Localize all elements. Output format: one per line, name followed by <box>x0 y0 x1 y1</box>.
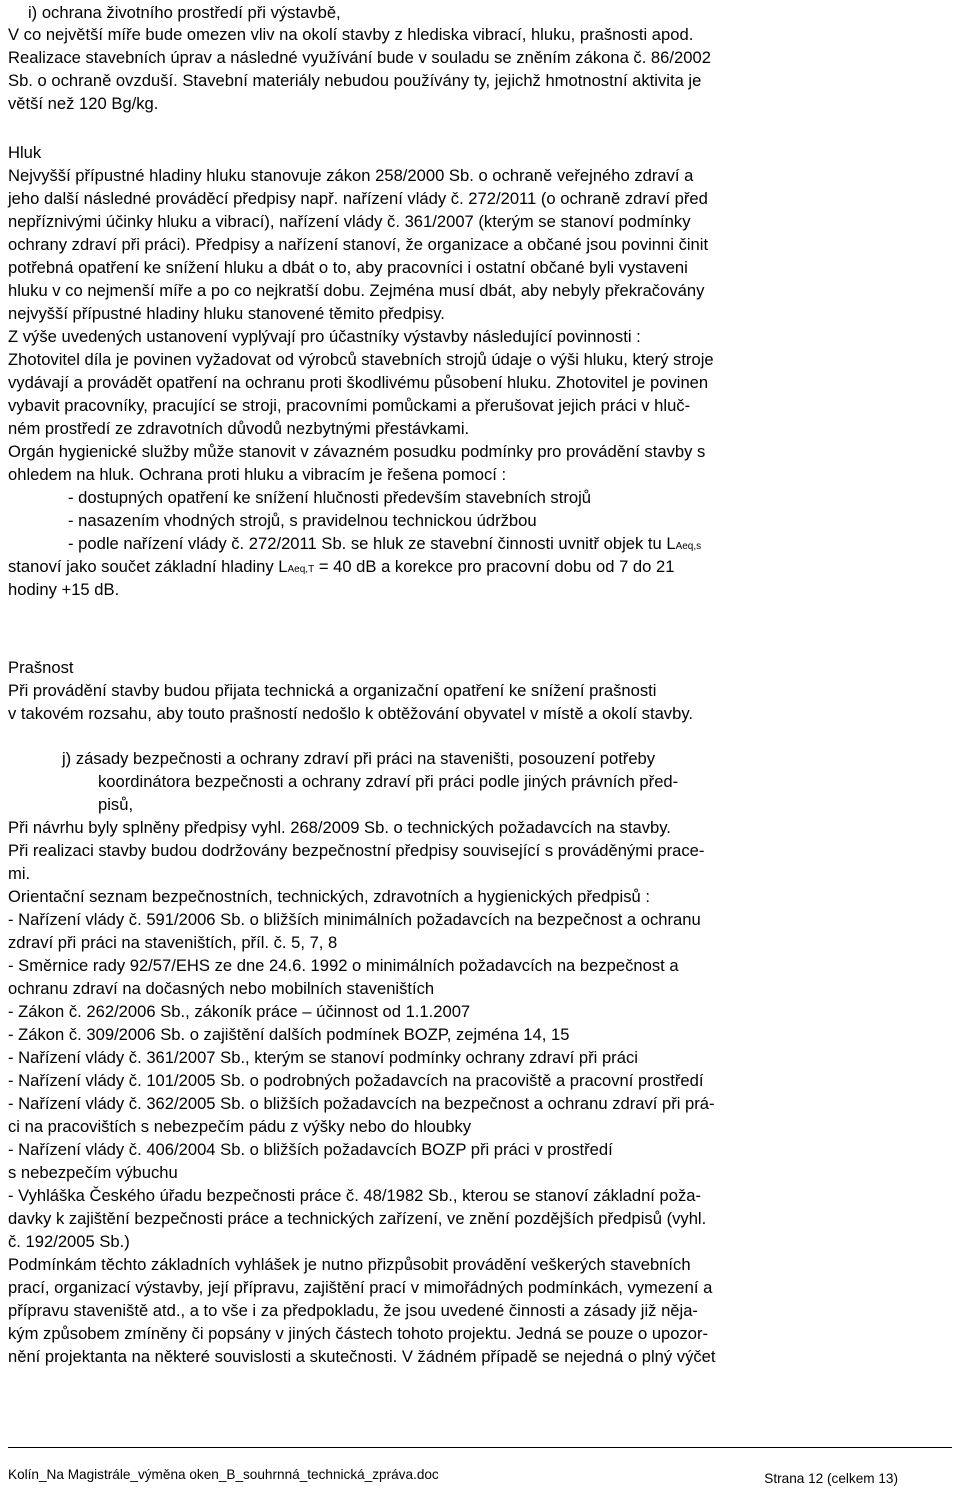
footer-divider <box>8 1447 952 1448</box>
paragraph-line: Orgán hygienické služby může stanovit v závazném posudku podmínky pro provádění stavby s <box>8 442 706 461</box>
paragraph-line: potřebná opatření ke snížení hluku a dbát o to, aby pracovníci i ostatní občané byli vystaveni <box>8 258 688 277</box>
section-heading-safety: j) zásady bezpečnosti a ochrany zdraví při práci na staveništi, posouzení potřeby <box>62 749 656 768</box>
paragraph-line: nepříznivými účinky hluku a vibrací), nařízení vlády č. 361/2007 (kterým se stanoví podmínky <box>8 212 691 231</box>
subheading-dust: Prašnost <box>8 658 74 677</box>
text-segment: stanoví jako součet základní hladiny L <box>8 557 288 576</box>
list-item: - Vyhláška Českého úřadu bezpečnosti práce č. 48/1982 Sb., kterou se stanoví základní poža- <box>8 1186 702 1205</box>
list-item: davky k zajištění bezpečnosti práce a technických zařízení, ve znění pozdějších předpisů (vyhl. <box>8 1209 707 1228</box>
list-item: ci na pracovištích s nebezpečím pádu z výšky nebo do hloubky <box>8 1117 472 1136</box>
list-item: - Nařízení vlády č. 101/2005 Sb. o podrobných požadavcích na pracoviště a pracovní prostředí <box>8 1071 704 1090</box>
list-item: - Směrnice rady 92/57/EHS ze dne 24.6. 1992 o minimálních požadavcích na bezpečnost a <box>8 956 679 975</box>
footer-page-number: Strana 12 (celkem 13) <box>764 1471 898 1486</box>
list-item: ochranu zdraví na dočasných nebo mobilních staveništích <box>8 979 435 998</box>
paragraph-line: mi. <box>8 864 31 883</box>
list-item: - Nařízení vlády č. 362/2005 Sb. o bližších požadavcích na bezpečnost a ochranu zdraví při prá- <box>8 1094 715 1113</box>
subscript: Aeq,T <box>287 564 315 575</box>
paragraph-line: hodiny +15 dB. <box>8 580 120 599</box>
paragraph-line: přípravu staveniště atd., a to vše i za předpokladu, že jsou uvedené činnosti a zásady již něja- <box>8 1301 698 1320</box>
paragraph-line: nejvyšší přípustné hladiny hluku stanovené těmito předpisy. <box>8 304 445 323</box>
list-item <box>68 533 701 558</box>
paragraph-line: vybavit pracovníky, pracující se stroji, pracovními pomůckami a přerušovat jejich práci v hluč- <box>8 396 691 415</box>
paragraph-line: jeho další následné prováděcí předpisy např. nařízení vlády č. 272/2011 (o ochraně zdraví před <box>8 189 708 208</box>
paragraph-line: hluku v co nejmenší míře a po co nejkratší dobu. Zejména musí dbát, aby nebyly překračovány <box>8 281 705 300</box>
paragraph-line: ném prostředí ze zdravotních důvodů nezbytnými přestávkami. <box>8 419 470 438</box>
footer-filename: Kolín_Na Magistrále_výměna oken_B_souhrnná_technická_zpráva.doc <box>8 1467 439 1482</box>
section-heading-safety: koordinátora bezpečnosti a ochrany zdraví při práci podle jiných právních před- <box>98 772 679 791</box>
list-item: - Zákon č. 262/2006 Sb., zákoník práce – účinnost od 1.1.2007 <box>8 1002 471 1021</box>
paragraph-line <box>8 556 674 581</box>
list-item: - Nařízení vlády č. 591/2006 Sb. o bližších minimálních požadavcích na bezpečnost a ochranu <box>8 910 701 929</box>
list-item: s nebezpečím výbuchu <box>8 1163 178 1182</box>
paragraph-line: vydávají a provádět opatření na ochranu proti škodlivému působení hluku. Zhotovitel je povinen <box>8 373 709 392</box>
list-item: - nasazením vhodných strojů, s pravidelnou technickou údržbou <box>68 511 537 530</box>
paragraph-line: větší než 120 Bg/kg. <box>8 94 159 113</box>
paragraph-line: Při realizaci stavby budou dodržovány bezpečnostní předpisy související s prováděnými prace- <box>8 841 705 860</box>
paragraph-line: Podmínkám těchto základních vyhlášek je nutno přizpůsobit provádění veškerých stavebních <box>8 1255 691 1274</box>
list-item: - dostupných opatření ke snížení hlučnosti především stavebních strojů <box>68 488 591 507</box>
section-heading-safety: pisů, <box>98 795 134 814</box>
paragraph-line: Sb. o ochraně ovzduší. Stavební materiály nebudou používány ty, jejichž hmotnostní aktivita je <box>8 71 702 90</box>
paragraph-line: V co největší míře bude omezen vliv na okolí stavby z hlediska vibrací, hluku, prašnosti apod. <box>8 25 694 44</box>
section-heading-environment: i) ochrana životního prostředí při výstavbě, <box>28 3 341 22</box>
list-item: - Zákon č. 309/2006 Sb. o zajištění dalších podmínek BOZP, zejména 14, 15 <box>8 1025 570 1044</box>
paragraph-line: prací, organizací výstavby, její přípravu, zajištění prací v mimořádných podmínkách, vymezení a <box>8 1278 713 1297</box>
list-item: - Nařízení vlády č. 361/2007 Sb., kterým se stanoví podmínky ochrany zdraví při práci <box>8 1048 638 1067</box>
subheading-noise: Hluk <box>8 143 42 162</box>
subscript: Aeq,s <box>675 541 702 552</box>
paragraph-line: kým způsobem zmíněny či popsány v jiných částech tohoto projektu. Jedná se pouze o upozor- <box>8 1324 709 1343</box>
paragraph-line: Při provádění stavby budou přijata technická a organizační opatření ke snížení prašnosti <box>8 681 657 700</box>
paragraph-line: v takovém rozsahu, aby touto prašností nedošlo k obtěžování obyvatel v místě a okolí stavby. <box>8 704 694 723</box>
text-segment: = 40 dB a korekce pro pracovní dobu od 7 do 21 <box>314 557 675 576</box>
paragraph-line: Zhotovitel díla je povinen vyžadovat od výrobců stavebních strojů údaje o výši hluku, který stroje <box>8 350 714 369</box>
paragraph-line: Realizace stavebních úprav a následné využívání bude v souladu se zněním zákona č. 86/2002 <box>8 48 711 67</box>
paragraph-line: Orientační seznam bezpečnostních, technických, zdravotních a hygienických předpisů : <box>8 887 650 906</box>
paragraph-line: Nejvyšší přípustné hladiny hluku stanovuje zákon 258/2000 Sb. o ochraně veřejného zdraví a <box>8 166 694 185</box>
list-item: č. 192/2005 Sb.) <box>8 1232 130 1251</box>
paragraph-line: Při návrhu byly splněny předpisy vyhl. 268/2009 Sb. o technických požadavcích na stavby. <box>8 818 671 837</box>
list-item-text: - podle nařízení vlády č. 272/2011 Sb. se hluk ze stavební činnosti uvnitř objek tu L <box>68 534 676 553</box>
list-item: zdraví při práci na staveništích, příl. č. 5, 7, 8 <box>8 933 338 952</box>
paragraph-line: Z výše uvedených ustanovení vyplývají pro účastníky výstavby následující povinnosti : <box>8 327 641 346</box>
paragraph-line: ochrany zdraví při práci). Předpisy a nařízení stanoví, že organizace a občané jsou povinni činit <box>8 235 709 254</box>
list-item: - Nařízení vlády č. 406/2004 Sb. o bližších požadavcích BOZP při práci v prostředí <box>8 1140 613 1159</box>
paragraph-line: ohledem na hluk. Ochrana proti hluku a vibracím je řešena pomocí : <box>8 465 507 484</box>
paragraph-line: nění projektanta na některé souvislosti a skutečnosti. V žádném případě se nejedná o plný výčet <box>8 1347 716 1366</box>
